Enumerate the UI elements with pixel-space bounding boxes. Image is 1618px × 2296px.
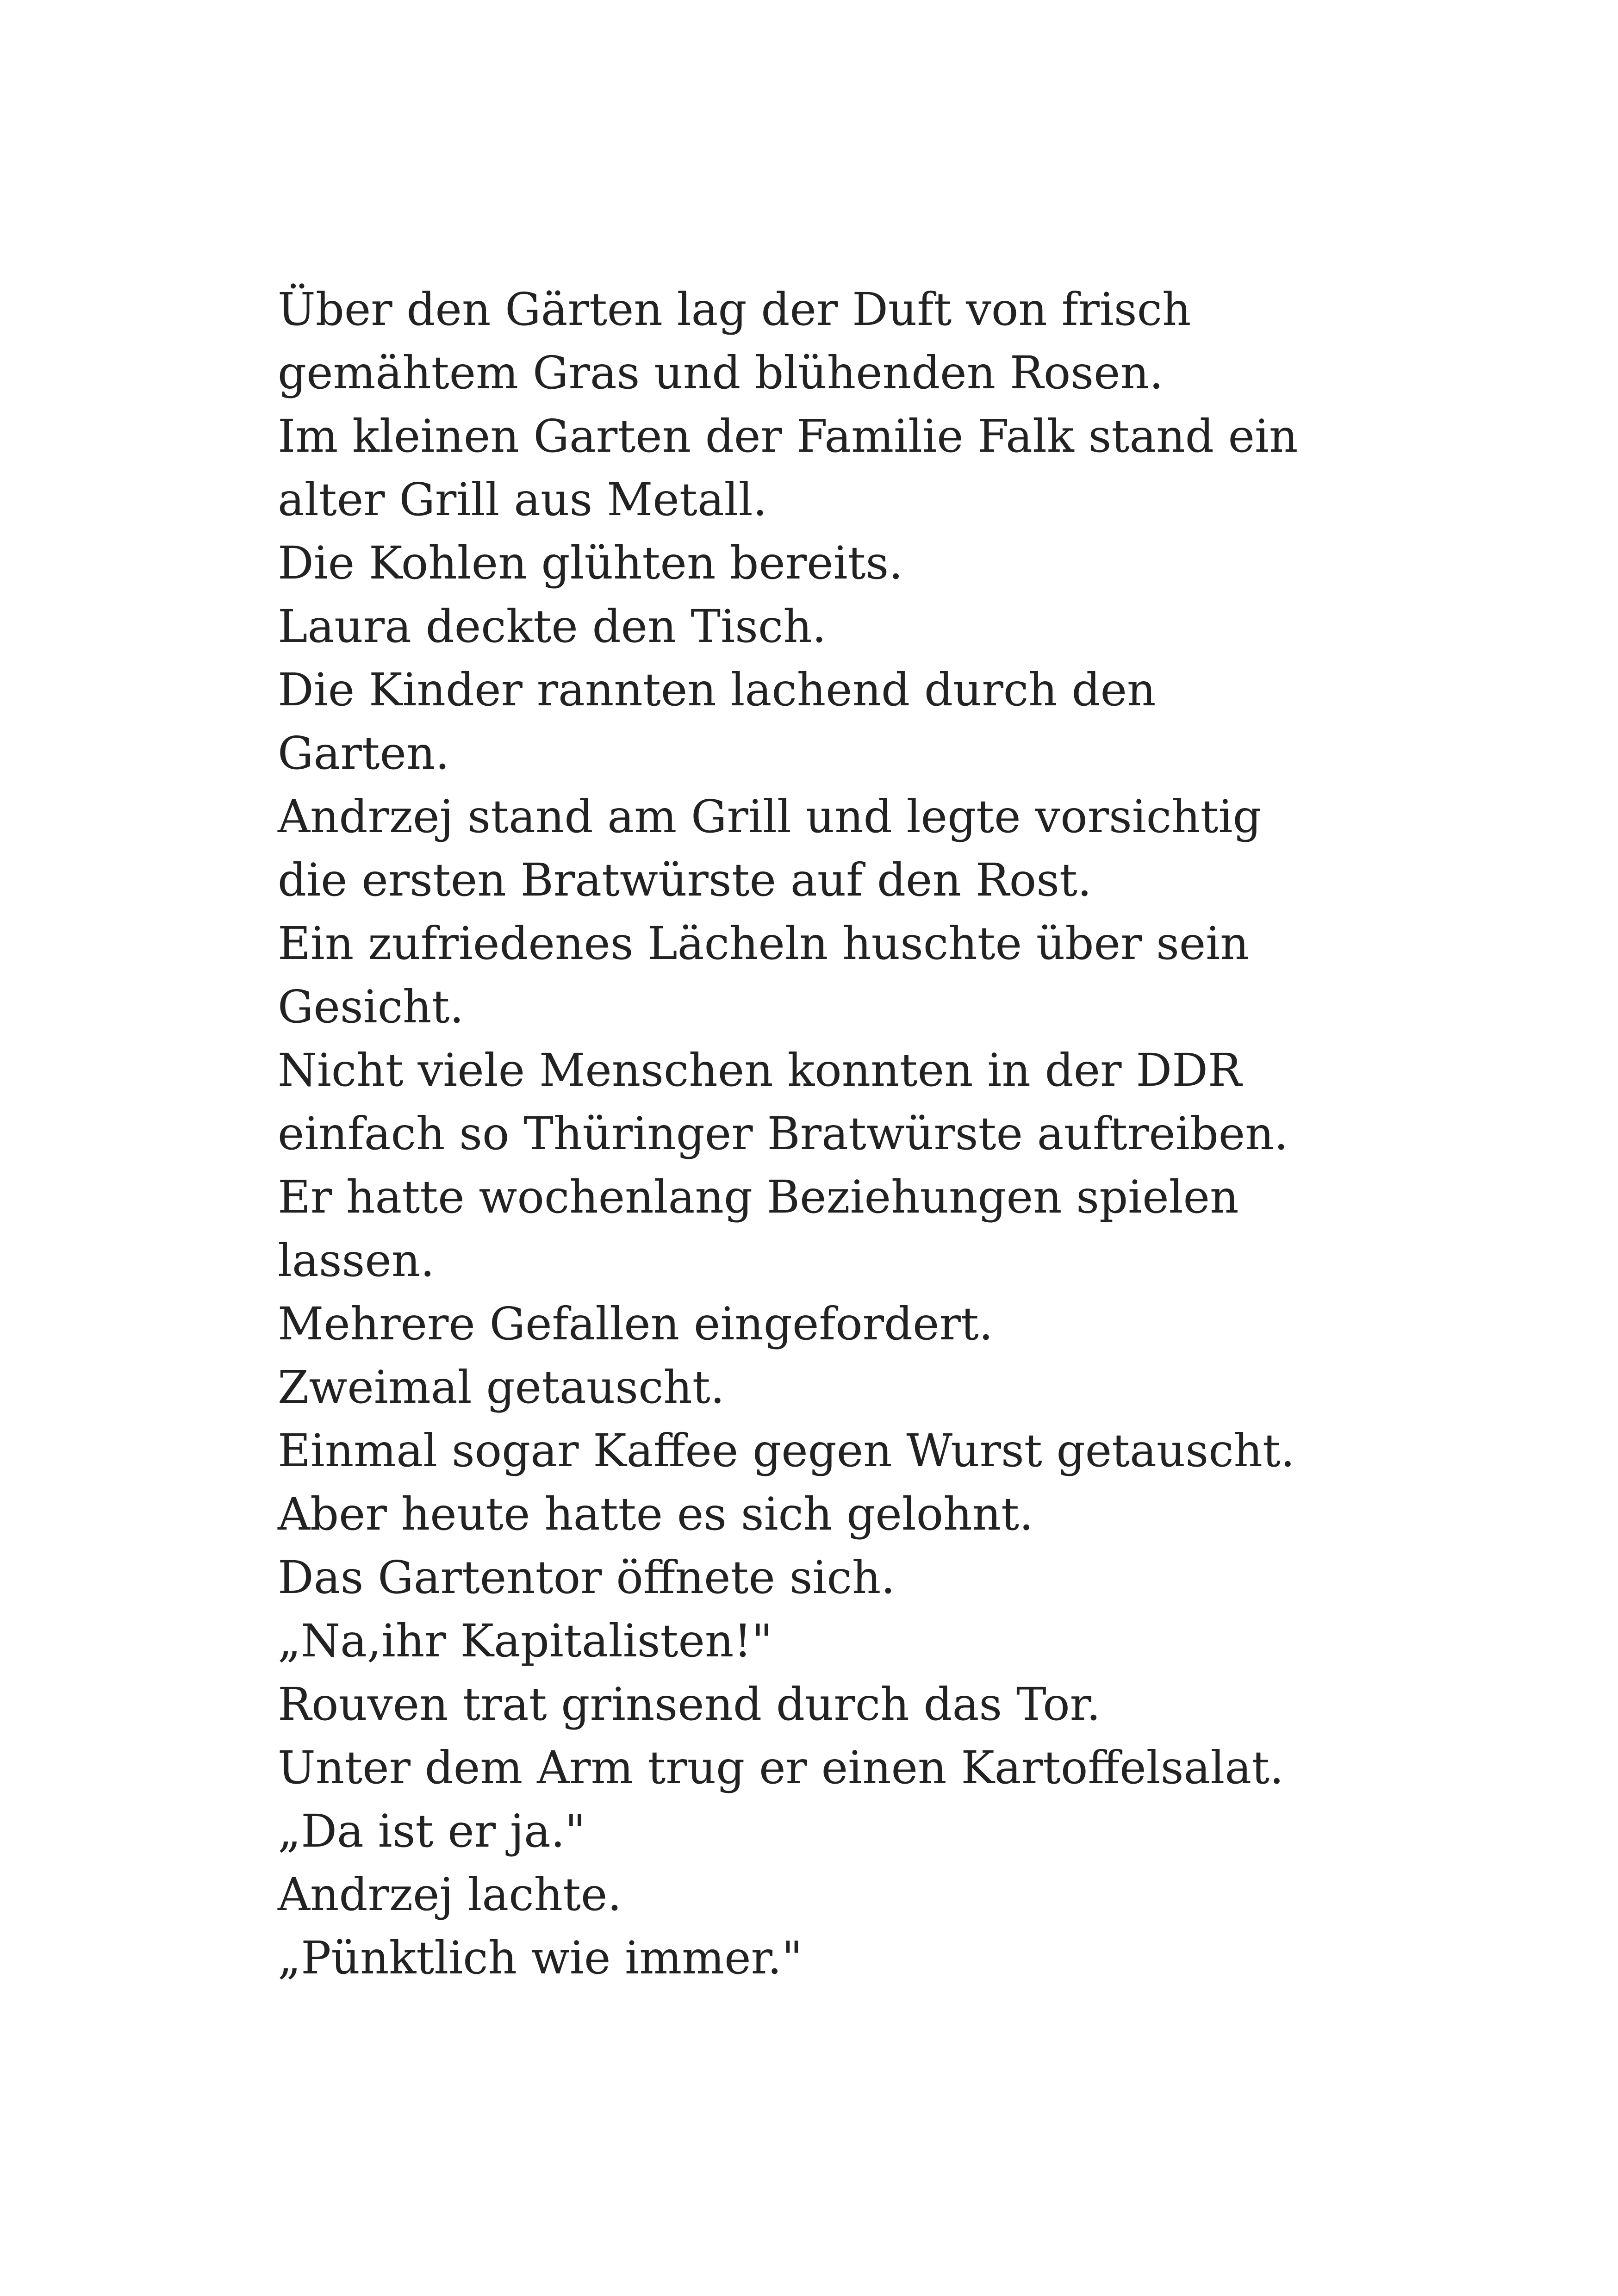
- text-line: Unter dem Arm trug er einen Kartoffelsalat.: [278, 1742, 1284, 1794]
- text-line: Im kleinen Garten der Familie Falk stand ein: [278, 410, 1298, 462]
- text-line: Die Kohlen glühten bereits.: [278, 537, 903, 589]
- text-line: Die Kinder rannten lachend durch den: [278, 664, 1156, 716]
- text-line: „Na,ihr Kapitalisten!": [278, 1615, 772, 1667]
- text-line: Das Gartentor öffnete sich.: [278, 1551, 896, 1604]
- text-line: „Da ist er ja.": [278, 1805, 586, 1857]
- text-line: die ersten Bratwürste auf den Rost.: [278, 854, 1092, 906]
- text-line: Gesicht.: [278, 981, 464, 1033]
- text-line: alter Grill aus Metall.: [278, 473, 767, 526]
- text-line: einfach so Thüringer Bratwürste auftreiben.: [278, 1108, 1288, 1160]
- text-line: Andrzej stand am Grill und legte vorsichtig: [278, 790, 1262, 843]
- text-line: „Pünktlich wie immer.": [278, 1932, 803, 1984]
- body-text: [278, 278, 1388, 1990]
- text-line: Ein zufriedenes Lächeln huschte über sein: [278, 917, 1249, 970]
- text-line: Garten.: [278, 727, 450, 779]
- text-line: Rouven trat grinsend durch das Tor.: [278, 1678, 1101, 1730]
- text-line: Laura deckte den Tisch.: [278, 600, 827, 653]
- text-line: gemähtem Gras und blühenden Rosen.: [278, 347, 1164, 399]
- text-line: Zweimal getauscht.: [278, 1361, 725, 1413]
- text-line: Er hatte wochenlang Beziehungen spielen: [278, 1171, 1239, 1223]
- text-line: lassen.: [278, 1234, 435, 1287]
- text-line: Aber heute hatte es sich gelohnt.: [278, 1488, 1033, 1540]
- text-line: Einmal sogar Kaffee gegen Wurst getauscht.: [278, 1425, 1295, 1477]
- text-line: Andrzej lachte.: [278, 1868, 622, 1921]
- text-line: Über den Gärten lag der Duft von frisch: [278, 283, 1191, 336]
- text-line: Nicht viele Menschen konnten in der DDR: [278, 1044, 1242, 1096]
- text-line: Mehrere Gefallen eingefordert.: [278, 1298, 993, 1350]
